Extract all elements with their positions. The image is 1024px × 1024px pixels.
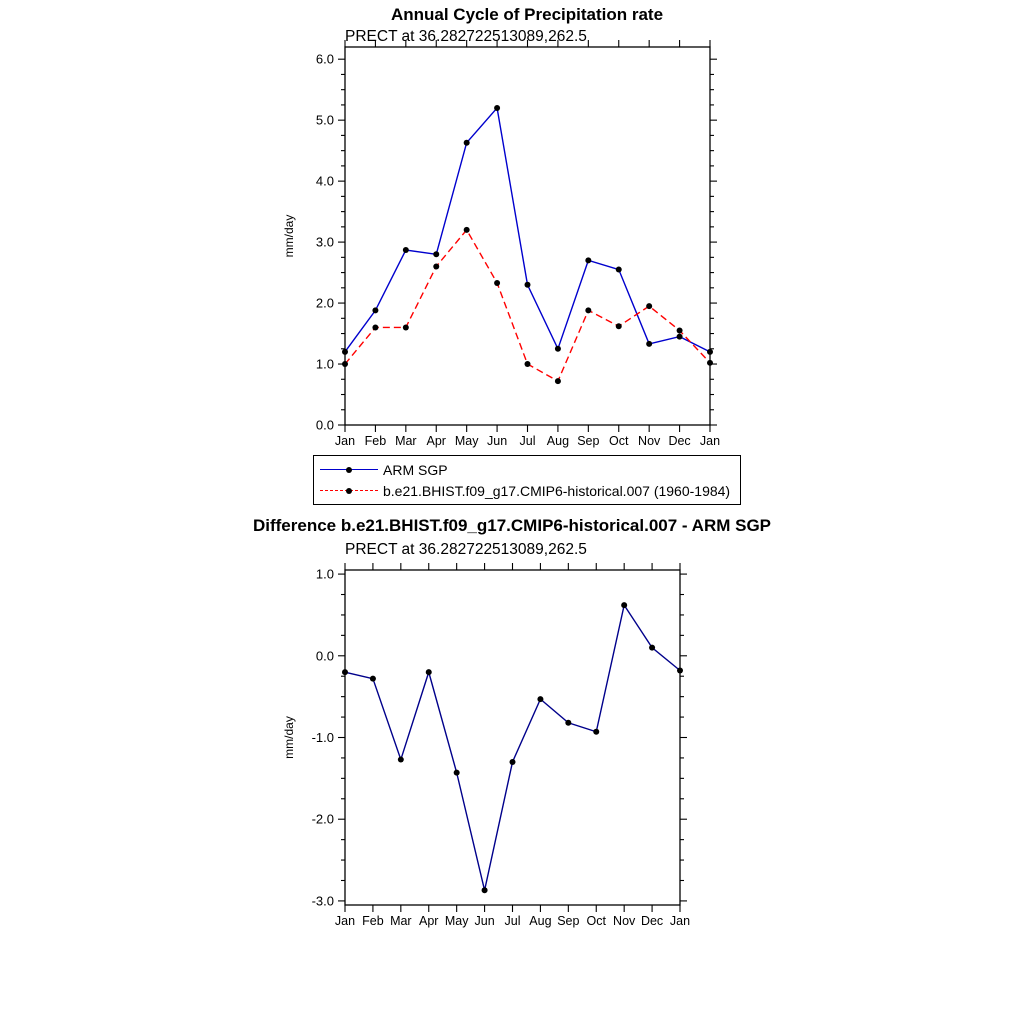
x-tick-label: Nov — [613, 914, 636, 928]
data-point — [565, 720, 571, 726]
data-point — [403, 247, 409, 253]
data-point — [433, 251, 439, 257]
y-tick-label: 3.0 — [315, 234, 334, 250]
data-point — [426, 669, 432, 675]
x-tick-label: Jan — [334, 434, 356, 448]
y-tick-label: -3.0 — [311, 893, 334, 909]
y-axis-title: mm/day — [282, 214, 296, 258]
x-tick-label: Sep — [557, 914, 580, 928]
chart2-title: Difference b.e21.BHIST.f09_g17.CMIP6-historical.007 - ARM SGP — [252, 516, 772, 535]
data-point — [464, 140, 470, 146]
x-tick-label: Aug — [546, 434, 570, 448]
series-line — [345, 605, 680, 890]
data-point — [403, 324, 409, 330]
data-point — [593, 729, 599, 735]
data-point — [537, 696, 543, 702]
y-tick-label: 1.0 — [315, 566, 334, 582]
data-point — [342, 361, 348, 367]
data-point — [433, 263, 439, 269]
y-tick-label: 6.0 — [315, 51, 334, 67]
legend-marker-dot-icon — [346, 467, 352, 473]
data-point — [555, 378, 561, 384]
data-point — [585, 257, 591, 263]
data-point — [621, 602, 627, 608]
x-tick-label: Jan — [334, 914, 356, 928]
y-tick-label: 0.0 — [315, 417, 334, 433]
x-tick-label: Dec — [668, 434, 691, 448]
data-point — [464, 227, 470, 233]
x-tick-label: Mar — [395, 434, 417, 448]
x-tick-label: Oct — [586, 914, 606, 928]
data-point — [677, 328, 683, 334]
data-point — [398, 757, 404, 763]
y-tick-label: -2.0 — [311, 811, 334, 827]
data-point — [372, 307, 378, 313]
x-tick-label: Jan — [699, 434, 721, 448]
y-tick-label: -1.0 — [311, 730, 334, 745]
x-tick-label: Apr — [419, 914, 439, 928]
chart2-subtitle: PRECT at 36.282722513089,262.5 — [345, 541, 587, 558]
x-tick-label: Feb — [364, 434, 387, 448]
x-tick-label: Oct — [609, 434, 629, 448]
legend-entry-model — [320, 480, 734, 501]
data-point — [370, 676, 376, 682]
data-point — [482, 887, 488, 893]
chart1-title: Annual Cycle of Precipitation rate — [390, 5, 664, 24]
data-point — [646, 341, 652, 347]
legend-line-sample-solid — [320, 469, 378, 470]
data-point — [707, 349, 713, 355]
x-tick-label: Jan — [669, 914, 691, 928]
x-tick-label: Apr — [426, 434, 446, 448]
axes — [338, 563, 687, 912]
series-line — [345, 108, 710, 352]
data-point — [555, 346, 561, 352]
data-point — [677, 668, 683, 674]
data-point — [677, 334, 683, 340]
legend-label-arm-sgp: ARM SGP — [383, 461, 448, 478]
chart1-subtitle: PRECT at 36.282722513089,262.5 — [345, 28, 587, 45]
data-point — [494, 280, 500, 286]
data-point — [585, 307, 591, 313]
y-axis-title: mm/day — [282, 716, 296, 759]
legend-marker-dot-icon — [346, 488, 352, 494]
data-point — [646, 303, 652, 309]
data-point — [342, 349, 348, 355]
x-tick-label: Jul — [519, 434, 536, 448]
data-point — [454, 770, 460, 776]
series-line — [345, 230, 710, 381]
data-point — [616, 323, 622, 329]
y-tick-label: 0.0 — [315, 648, 334, 664]
data-point — [510, 759, 516, 765]
y-tick-label: 1.0 — [315, 356, 334, 372]
x-tick-label: Dec — [640, 914, 664, 928]
plot-frame — [345, 47, 710, 425]
data-point — [707, 360, 713, 366]
x-tick-label: Jul — [504, 914, 521, 928]
data-point — [372, 324, 378, 330]
data-point — [525, 361, 531, 367]
x-tick-label: Aug — [529, 914, 552, 928]
x-tick-label: Jun — [487, 434, 508, 448]
legend-box — [313, 455, 741, 505]
x-tick-label: May — [444, 914, 469, 928]
x-tick-label: Jun — [474, 914, 495, 928]
x-tick-label: Mar — [390, 914, 412, 928]
x-tick-label: Feb — [362, 914, 384, 928]
plot-frame — [345, 570, 680, 905]
data-point — [616, 267, 622, 273]
y-tick-label: 5.0 — [315, 112, 334, 128]
axes — [338, 40, 717, 432]
y-tick-label: 2.0 — [315, 295, 334, 311]
x-tick-label: Nov — [638, 434, 661, 448]
y-tick-label: 4.0 — [315, 173, 334, 189]
data-point — [342, 669, 348, 675]
x-tick-label: May — [454, 434, 479, 448]
data-point — [649, 645, 655, 651]
data-point — [494, 105, 500, 111]
legend-line-sample-dashed — [320, 490, 378, 491]
x-tick-label: Sep — [577, 434, 600, 448]
data-point — [525, 282, 531, 288]
legend-label-model: b.e21.BHIST.f09_g17.CMIP6-historical.007 (1960-1984) — [383, 482, 731, 499]
legend-entry-arm-sgp — [320, 459, 734, 480]
